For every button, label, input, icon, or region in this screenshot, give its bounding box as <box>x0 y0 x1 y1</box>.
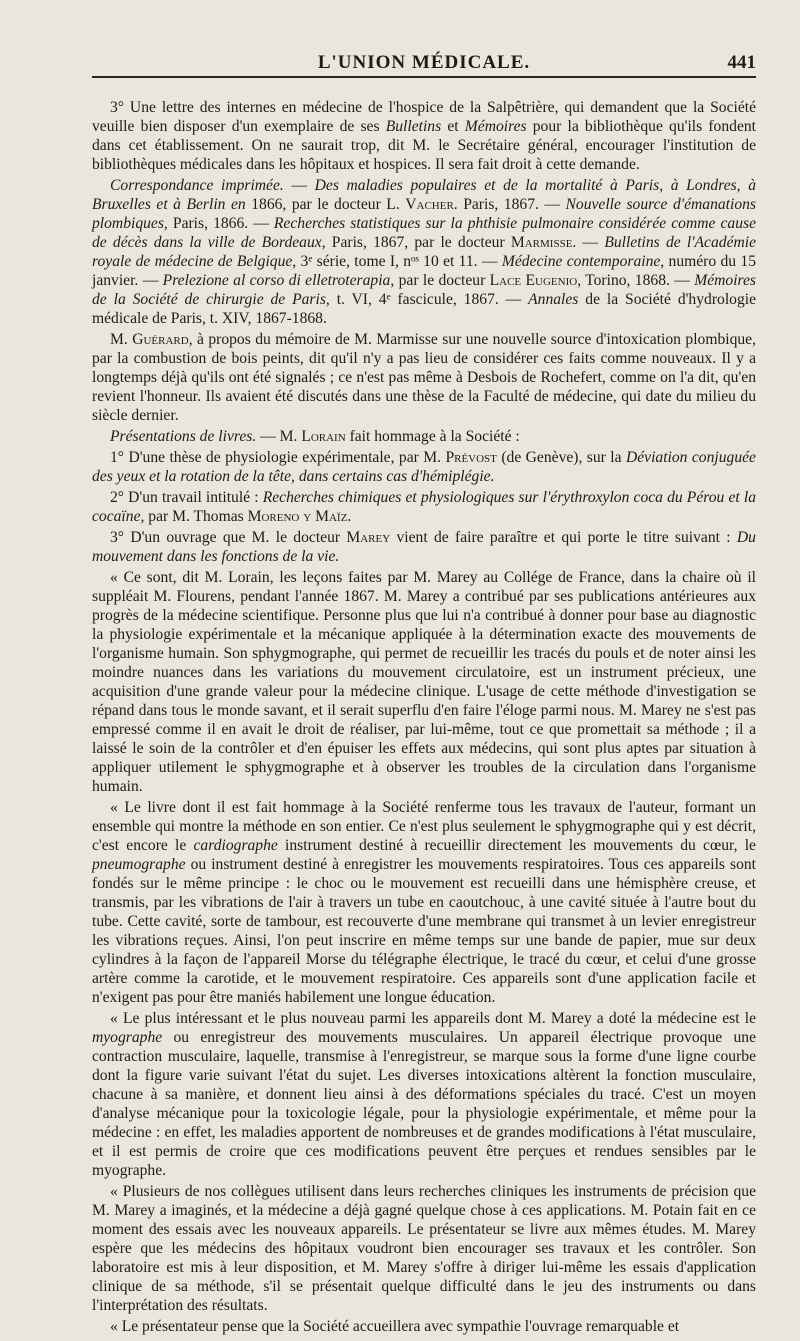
italic-text: Nouvelle source d'émanations plombiques, <box>92 196 756 232</box>
italic-text: Mémoires <box>464 118 527 135</box>
small-caps-text: Lorain <box>301 428 346 445</box>
paragraph <box>92 98 756 174</box>
italic-text: Bulletins de l'Académie royale de médecine de Belgique, <box>92 234 756 270</box>
text-run: fait hommage à la Société : <box>345 428 520 445</box>
text-run: « Le livre dont il est fait hommage à la Société renferme tous les travaux de l'auteur, formant un ensemble qui montre la méthode en son entier. Ce n'est plus seulement le sphygmographe qui y est décrit, c'est encore le <box>92 799 756 854</box>
text-run: par M. Thomas <box>144 508 248 525</box>
italic-text: Correspondance imprimée. <box>110 177 284 194</box>
article-body <box>92 98 756 1336</box>
text-run: « Le plus intéressant et le plus nouveau parmi les appareils dont M. Marey a doté la médecine est le <box>110 1010 756 1027</box>
text-run: . — <box>572 234 605 251</box>
text-run: et <box>441 118 465 135</box>
italic-text: Recherches statistiques sur la phthisie pulmonaire considérée comme cause de décès dans la ville de Bordeaux, <box>92 215 756 251</box>
text-run: « Le présentateur pense que la Société accueillera avec sympathie l'ouvrage remarquable et <box>110 1318 680 1335</box>
paragraph <box>92 448 756 486</box>
text-run: pour la bibliothèque qu'ils fondent dans cet établissement. On ne saurait trop, dit M. le Secrétaire général, encourager l'institution de bibliothèques médicales dans les hôpitaux et hospices. Il sera fait droit à cette demande. <box>92 118 756 173</box>
text-run: 3° D'un ouvrage que M. le docteur <box>110 529 347 546</box>
text-run: 2° D'un travail intitulé : <box>110 489 263 506</box>
paragraph <box>92 330 756 425</box>
small-caps-text: Lace Eugenio <box>489 272 578 289</box>
paragraph <box>92 1182 756 1315</box>
text-run: ou enregistreur des mouvements musculaires. Un appareil électrique provoque une contraction musculaire, laquelle, transmise à l'enregistreur, se marque sous la forme d'une ligne courbe dont la figure varie suivant l'état du sujet. Les diverses intoxications altèrent la fonction musculaire, chacune à sa manière, et donnent lieu ainsi à des déformations spéciales du tracé. C'est un moyen d'analyse mécanique pour la toxicologie légale, pour la physiologie expérimentale, et même pour la médecine : en effet, les maladies apportent de nombreuses et de grandes modifications à l'état musculaire, et il est permis de croire que ces modifications peuvent être perçues et rendues sensibles par le myographe. <box>92 1029 756 1179</box>
paragraph <box>92 798 756 1007</box>
paragraph <box>92 488 756 526</box>
small-caps-text: Moreno y Maïz <box>247 508 348 525</box>
text-run: (de Genève), sur la <box>496 449 626 466</box>
italic-text: Bulletins <box>385 118 442 135</box>
text-run: vient de faire paraître et qui porte le titre suivant : <box>390 529 737 546</box>
text-run: , Torino, 1868. — <box>577 272 695 289</box>
text-run: par le docteur <box>394 272 490 289</box>
small-caps-text: Marey <box>346 529 391 546</box>
paragraph <box>92 427 756 446</box>
paragraph <box>92 1009 756 1180</box>
text-run: — M. <box>256 428 302 445</box>
italic-text: Annales <box>528 291 579 308</box>
italic-text: myographe <box>92 1029 163 1046</box>
italic-text: Déviation conjuguée des yeux et la rotation de la tête, dans certains cas d'hémiplégie. <box>92 449 756 485</box>
text-run: M. <box>110 331 133 348</box>
italic-text: Du mouvement dans les fonctions de la vie. <box>92 529 756 565</box>
text-run: 1866, par le docteur L. <box>245 196 406 213</box>
text-run: ou instrument destiné à enregistrer les mouvements respiratoires. Tous ces appareils sont fondés sur le même principe : le choc ou le mouvement est recueilli dans une hémisphère creuse, et transmis, par les vibrations de l'air à travers un tube en caoutchouc, à une cavité située à l'autre bout du tube. Cette cavité, sorte de tambour, est recouverte d'une membrane qui transmet à un levier enregistreur les vibrations reçues. Ainsi, l'on peut inscrire en même temps sur une bande de papier, mue sur deux cylindres à la façon de l'appareil Morse du télégraphe électrique, le tracé du cœur, et celui d'une grosse artère comme la carotide, et le mouvement respiratoire. Ces appareils sont d'une application facile et n'exigent pas pour être maniés habilement une longue éducation. <box>92 856 756 1006</box>
italic-text: pneumographe <box>92 856 186 873</box>
small-caps-text: Marmisse <box>510 234 573 251</box>
text-run: 3ᵉ série, tome I, nᵒˢ 10 et 11. — <box>296 253 502 270</box>
small-caps-text: Prévost <box>445 449 497 466</box>
journal-title: L'UNION MÉDICALE. <box>317 52 531 73</box>
text-run: — <box>283 177 315 194</box>
small-caps-text: Guérard <box>132 331 189 348</box>
text-run: 1° D'une thèse de physiologie expérimentale, par M. <box>110 449 446 466</box>
text-run: . <box>347 508 352 525</box>
page-number: 441 <box>727 52 756 73</box>
text-run: de la Société d'hydrologie médicale de Paris, t. XIV, 1867-1868. <box>92 291 756 327</box>
paragraph <box>92 176 756 328</box>
paragraph <box>92 568 756 796</box>
text-run: « Ce sont, dit M. Lorain, les leçons faites par M. Marey au Collége de France, dans la chaire où il suppléait M. Flourens, pendant l'année 1867. M. Marey a contribué par ses publications antérieures aux progrès de la médecine scientifique. Personne plus que lui n'a contribué à donner pour base au diagnostic la physiologie expérimentale et la mécanique appliquée à la détermination exacte des mouvements de l'organisme humain. Son sphygmographe, qui permet de recueillir les tracés du pouls et de noter ainsi les moindre nuances dans les variations du mouvement circulatoire, est un instrument précieux, une acquisition d'une grande valeur pour la médecine clinique. L'usage de cette méthode d'investigation se répand dans tous le monde savant, et il serait superflu d'en faire l'éloge parmi nous. M. Marey ne s'est pas empressé comme il en avait le droit de réaliser, par lui-même, tout ce que promettait sa méthode ; il a laissé le soin de la contrôler et d'en épuiser les effets aux médecins, qui sont plus aptes par situation à appliquer utilement le sphygmographe et à observer les troubles de la circulation dans l'organisme humain. <box>92 569 756 795</box>
text-run: numéro du 15 janvier. — <box>92 253 757 289</box>
text-run: 3° Une lettre des internes en médecine de l'hospice de la Salpêtrière, qui demandent que la Société veuille bien disposer d'un exemplaire de ses <box>92 99 756 135</box>
text-run: « Plusieurs de nos collègues utilisent dans leurs recherches cliniques les instruments de précision que M. Marey a imaginés, et la médecine a déjà gagné quelque chose à ces applications. M. Potain fait en ce moment des essais avec les nouveaux appareils. Le présentateur se livre aux mêmes études. M. Marey espère que les médecins des hôpitaux voudront bien encourager ses travaux et les contrôler. Son laboratoire est mis à leur disposition, et M. Marey s'offre à diriger lui-même les essais d'application clinique de sa méthode, s'il se présentait quelque difficulté dans le jeu des instruments ou dans l'interprétation des résultats. <box>92 1183 756 1314</box>
italic-text: Des maladies populaires et de la mortalité à Paris, à Londres, à Bruxelles et à Berlin en <box>92 177 756 213</box>
text-run: instrument destiné à recueillir directement les mouvements du cœur, le <box>277 837 756 854</box>
text-run: Paris, 1866. — <box>167 215 274 232</box>
italic-text: cardiographe <box>193 837 278 854</box>
text-run: , à propos du mémoire de M. Marmisse sur une nouvelle source d'intoxication plombique, par la combustion de bois peints, dit qu'il n'y a pas lieu de considérer ces faits comme nouveaux. Il y a longtemps déjà qu'ils ont été signalés ; ce n'est pas même à Desbois de Rochefert, comme on l'a dit, qu'en revient l'honneur. Ils avaient été discutés dans une thèse de la Faculté de médecine, qui date du milieu du siècle dernier. <box>92 331 756 424</box>
small-caps-text: Vacher <box>405 196 454 213</box>
page-header <box>92 48 756 78</box>
paragraph <box>92 528 756 566</box>
italic-text: Présentations de livres. <box>110 428 257 445</box>
text-run: t. VI, 4ᵉ fascicule, 1867. — <box>329 291 529 308</box>
paragraph <box>92 1317 756 1336</box>
text-run: Paris, 1867, par le docteur <box>325 234 511 251</box>
italic-text: Mémoires de la Société de chirurgie de Paris, <box>92 272 756 308</box>
italic-text: Recherches chimiques et physiologiques sur l'érythroxylon coca du Pérou et la cocaïne, <box>92 489 756 525</box>
text-run: . Paris, 1867. — <box>453 196 566 213</box>
italic-text: Prelezione al corso di elletroterapia, <box>162 272 395 289</box>
italic-text: Médecine contemporaine, <box>501 253 665 270</box>
